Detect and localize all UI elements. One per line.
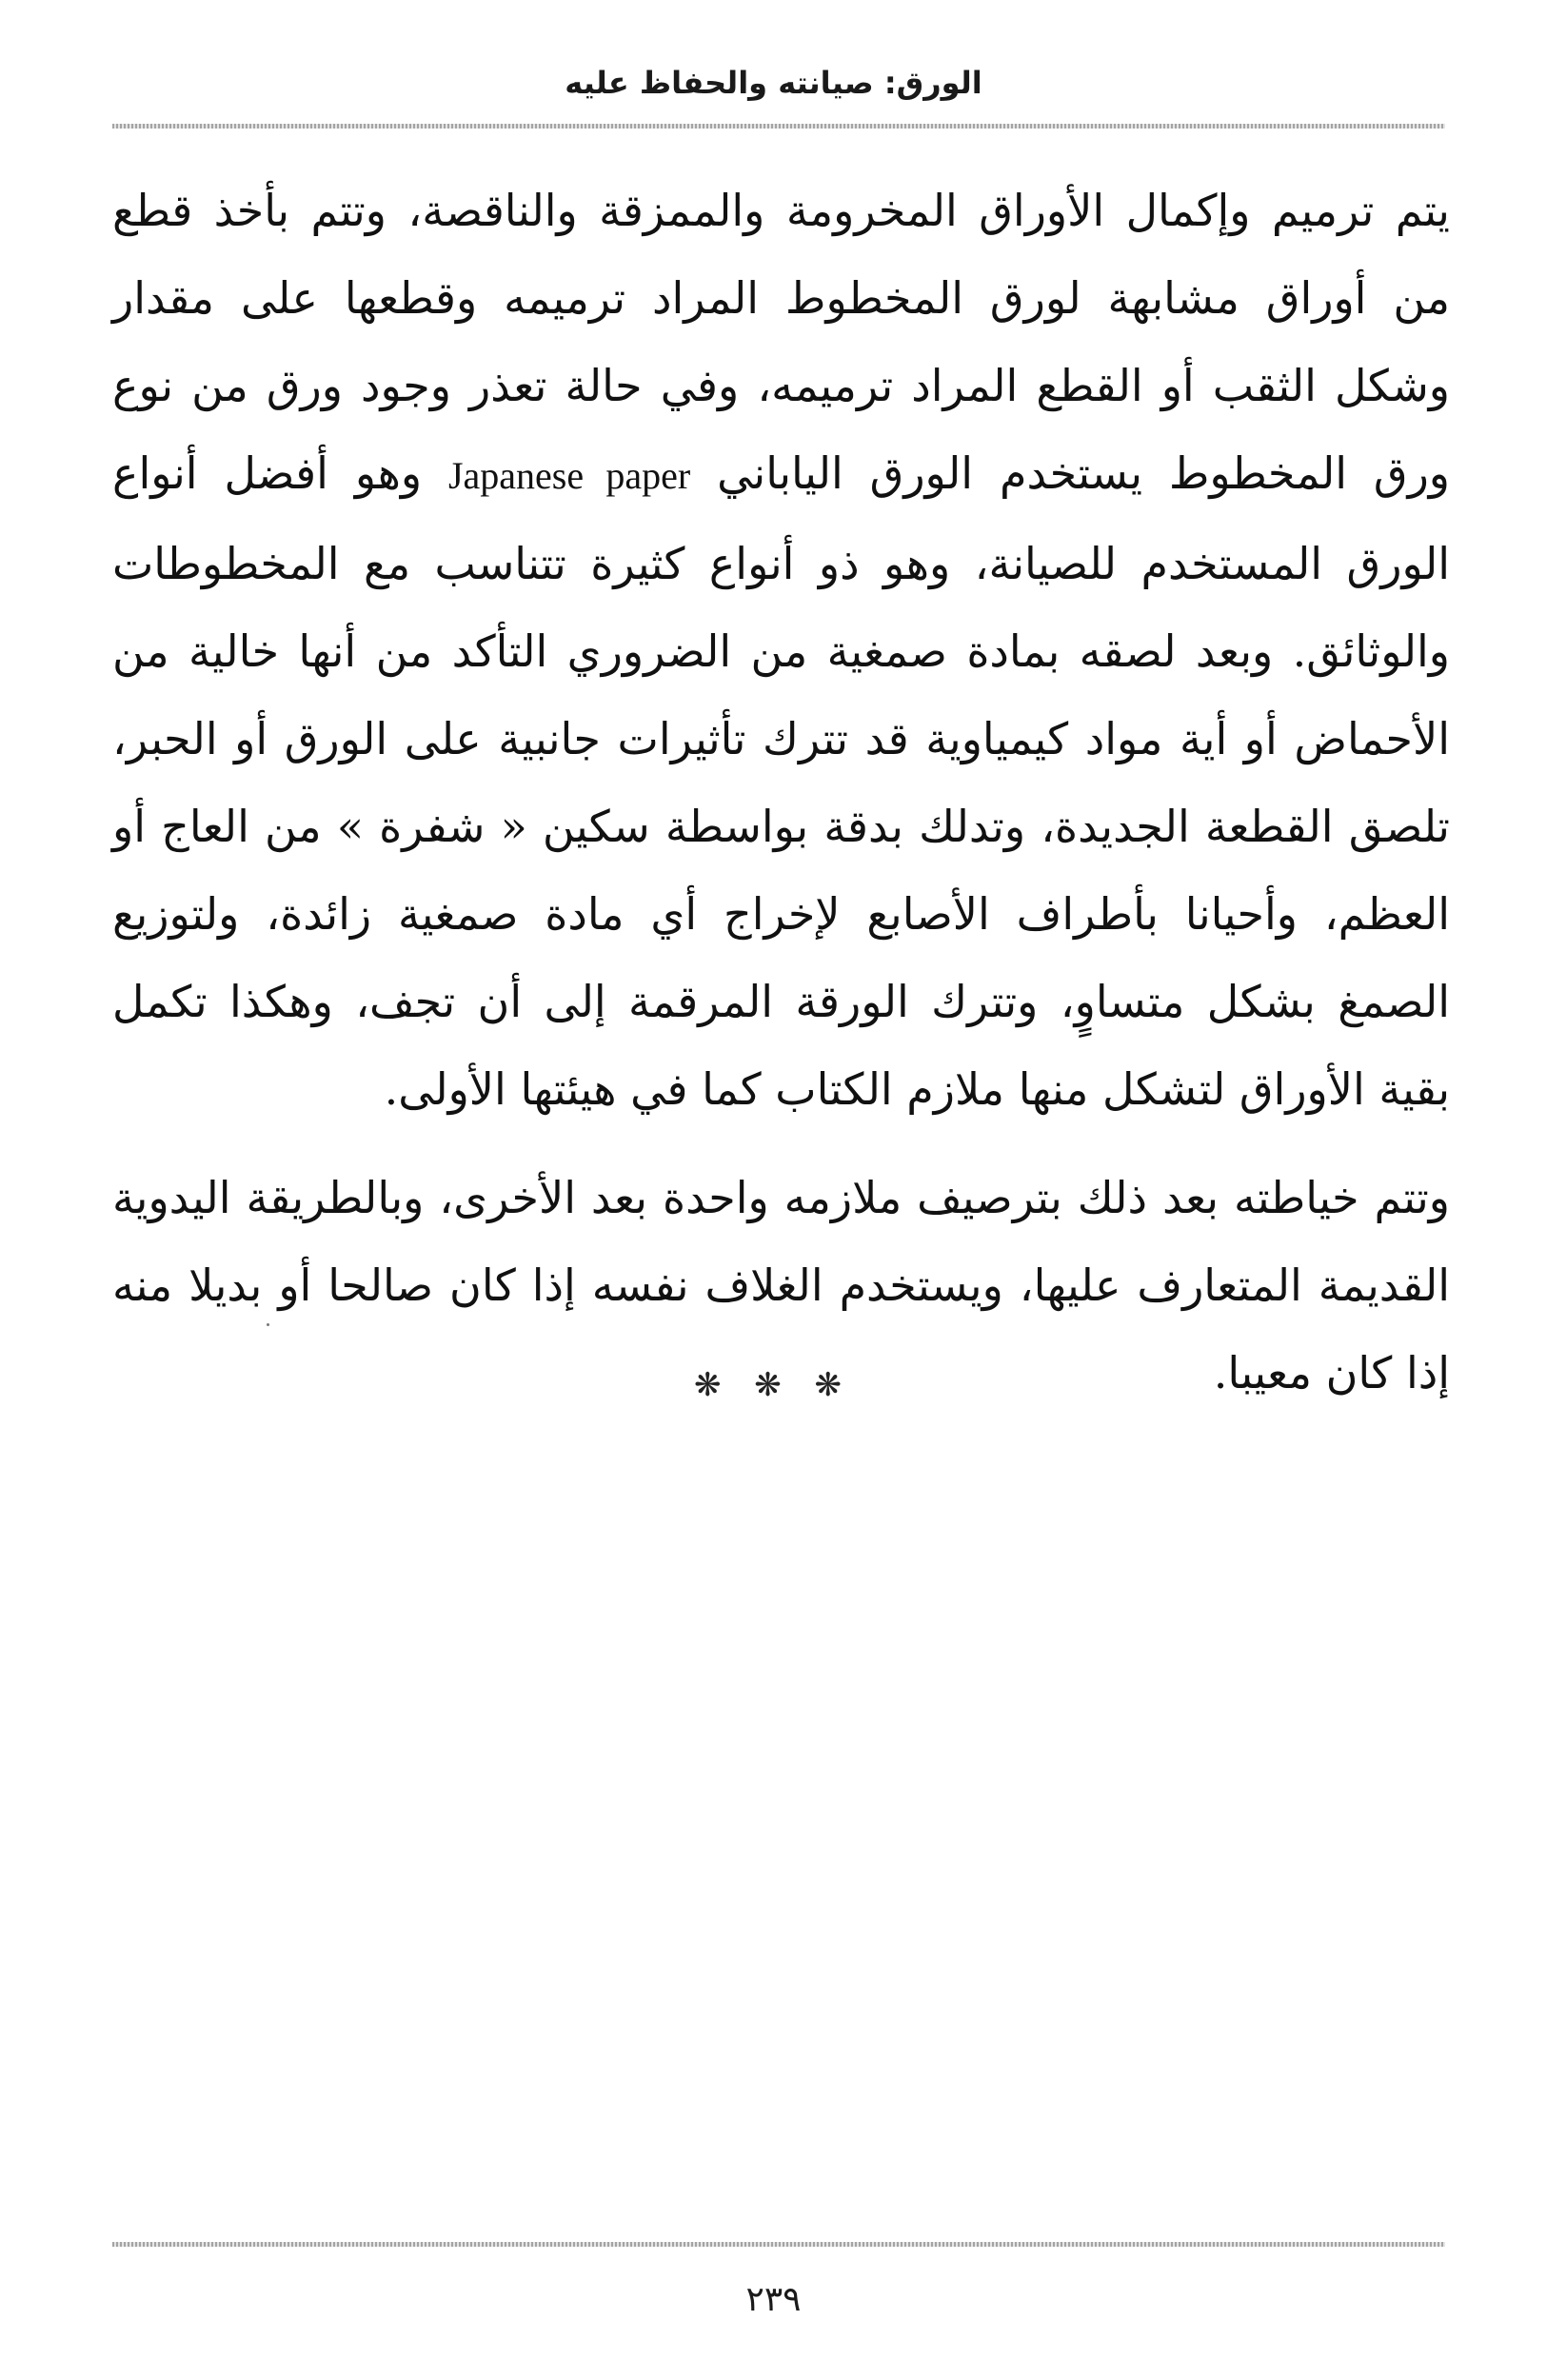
running-header: الورق: صيانته والحفاظ عليه: [565, 65, 982, 101]
paragraph-2: وتتم خياطته بعد ذلك بترصيف ملازمه واحدة بعد الأخرى، وبالطريقة اليدوية القديمة المتعارف عليها، ويستخدم الغلاف نفسه إذا كان صالحا أو بديلا منه إذا كان معيبا.: [112, 1172, 1450, 1398]
main-text: [112, 167, 1450, 1417]
header-rule: [112, 124, 1445, 129]
paragraph-1: [112, 167, 1450, 1133]
scan-speck: [267, 1323, 269, 1326]
page-number: ٢٣٩: [745, 2280, 802, 2319]
footer-rule: [112, 2242, 1445, 2247]
paragraph-1-end: وهو أفضل أنواع الورق المستخدم للصيانة، وهو ذو أنواع كثيرة تتناسب مع المخطوطات والوثائق. وبعد لصقه بمادة صمغية من الضروري التأكد من أنها خالية من الأحماض أو أية مواد كيمياوية قد تترك تأثيرات جانبية على الورق أو الحبر، تلصق القطعة الجديدة، وتدلك بدقة بواسطة سكين « شفرة » من العاج أو العظم، وأحيانا بأطراف الأصابع لإخراج أي مادة صمغية زائدة، ولتوزيع الصمغ بشكل متساوٍ، وتترك الورقة المرقمة إلى أن تجف، وهكذا تكمل بقية الأوراق لتشكل منها ملازم الكتاب كما في هيئتها الأولى.: [112, 447, 1450, 1115]
latin-term: Japanese paper: [447, 454, 691, 497]
section-separator: ❋ ❋ ❋: [693, 1366, 854, 1404]
paragraph-1-start: يتم ترميم وإكمال الأوراق المخرومة والممزقة والناقصة، وتتم بأخذ قطع من أوراق مشابهة لورق المخطوط المراد ترميمه وقطعها على مقدار وشكل الثقب أو القطع المراد ترميمه، وفي حالة تعذر وجود ورق من نوع ورق المخطوط يستخدم الورق الياباني: [112, 185, 1451, 499]
